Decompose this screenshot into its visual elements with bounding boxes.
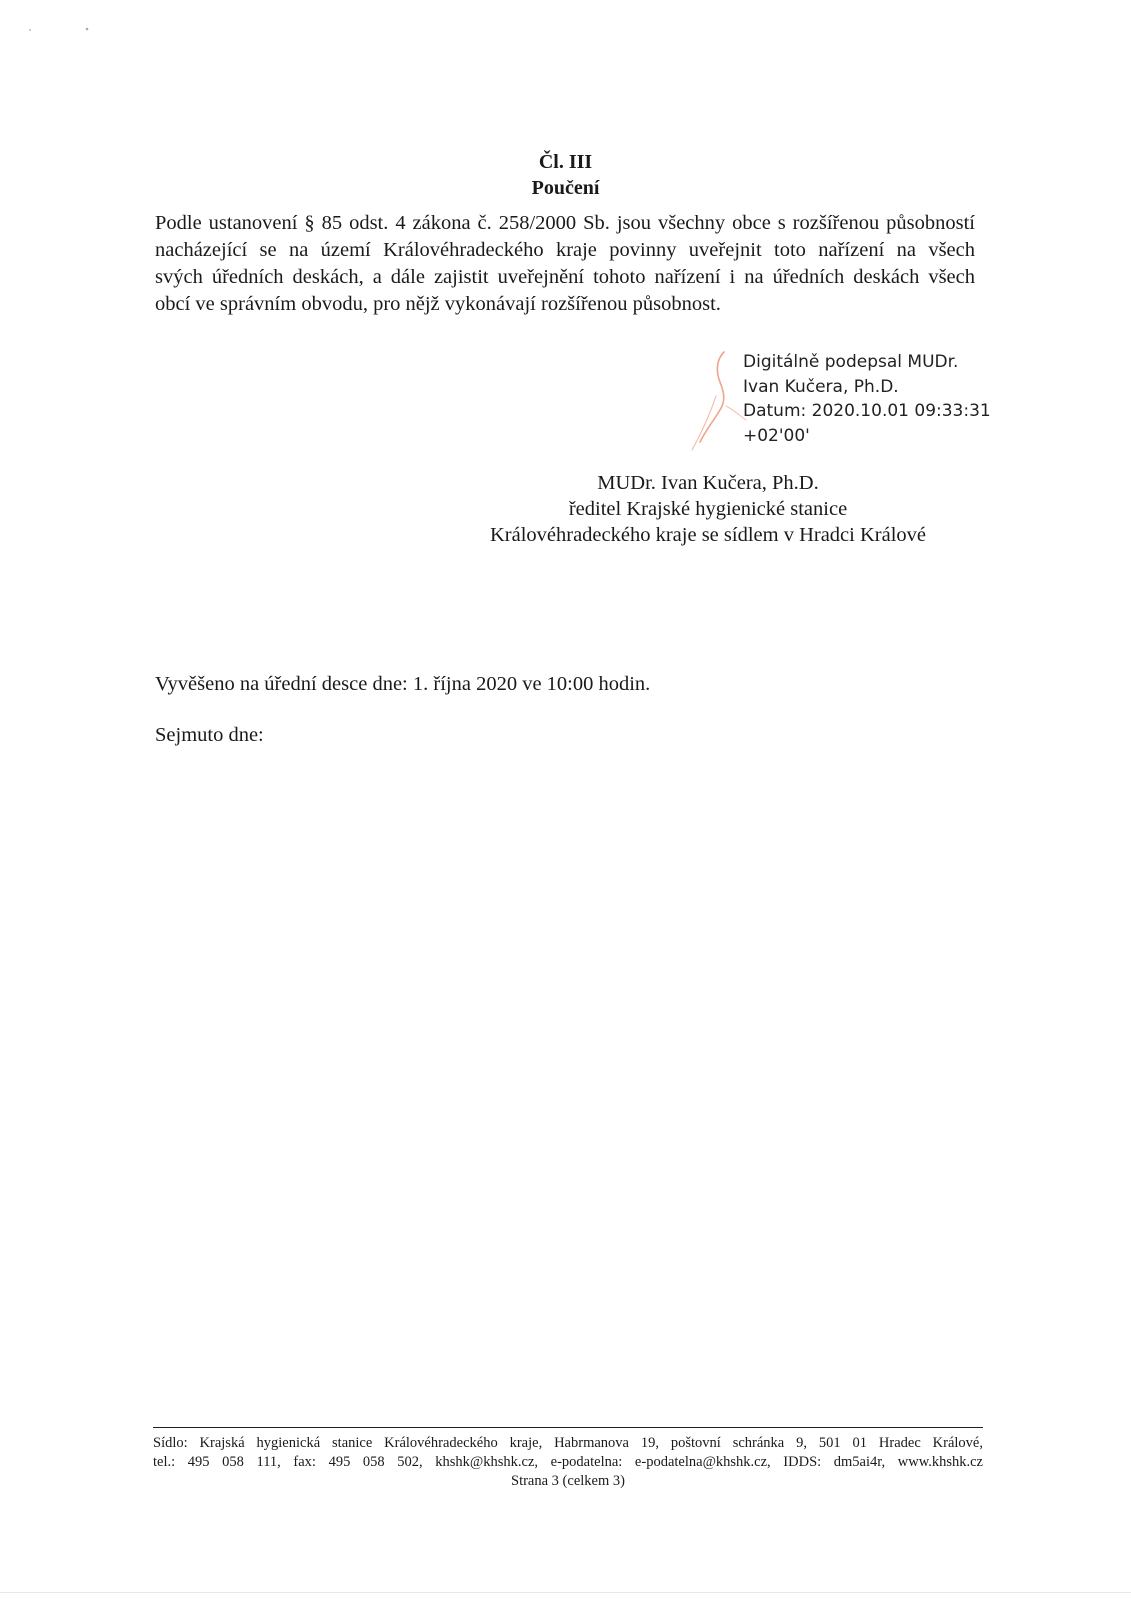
signature-line: Digitálně podepsal MUDr. (743, 352, 959, 372)
signature-mark (680, 348, 750, 458)
paragraph-line: svých úředních deskách, a dále zajistit uveřejnění tohoto nařízení i na úředních deskách všech (155, 266, 975, 288)
signer-organization: Královéhradeckého kraje se sídlem v Hradci Králové (489, 524, 926, 546)
signature-line: +02'00' (743, 425, 810, 446)
signer-block (478, 470, 938, 548)
signer-role: ředitel Krajské hygienické stanice (568, 498, 848, 520)
posted-date: Vyvěšeno na úřední desce dne: 1. října 2020 ve 10:00 hodin. (155, 673, 651, 695)
paragraph-line: Podle ustanovení § 85 odst. 4 zákona č. 258/2000 Sb. jsou všechny obce s rozšířenou působností (155, 212, 975, 234)
scan-specks (0, 0, 120, 40)
footer-contacts: tel.: 495 058 111, fax: 495 058 502, khshk@khshk.cz, e-podatelna: e-podatelna@khshk.cz, IDDS: dm5ai4r, www.khshk.cz (153, 1454, 983, 1470)
section-number: Čl. III (538, 151, 593, 173)
signer-name: MUDr. Ivan Kučera, Ph.D. (597, 472, 819, 494)
scan-edge (0, 1592, 1131, 1593)
paragraph-line: nacházející se na území Královéhradeckého kraje povinny uveřejnit toto nařízení na všech (155, 239, 975, 261)
section-title: Poučení (531, 177, 600, 199)
signature-line: Ivan Kučera, Ph.D. (743, 376, 899, 397)
footer (153, 1434, 983, 1491)
signature-line: Datum: 2020.10.01 09:33:31 (743, 401, 991, 421)
page-number: Strana 3 (celkem 3) (511, 1473, 625, 1489)
digital-signature-block (743, 350, 991, 448)
instruction-paragraph (155, 210, 975, 318)
paragraph-line: obcí ve správním obvodu, pro nějž vykonávají rozšířenou působnost. (155, 293, 721, 315)
footer-address: Sídlo: Krajská hygienická stanice Královéhradeckého kraje, Habrmanova 19, poštovní schránka 9, 501 01 Hradec Králové, (153, 1435, 983, 1451)
removed-date: Sejmuto dne: (155, 724, 264, 746)
footer-divider (153, 1427, 983, 1428)
